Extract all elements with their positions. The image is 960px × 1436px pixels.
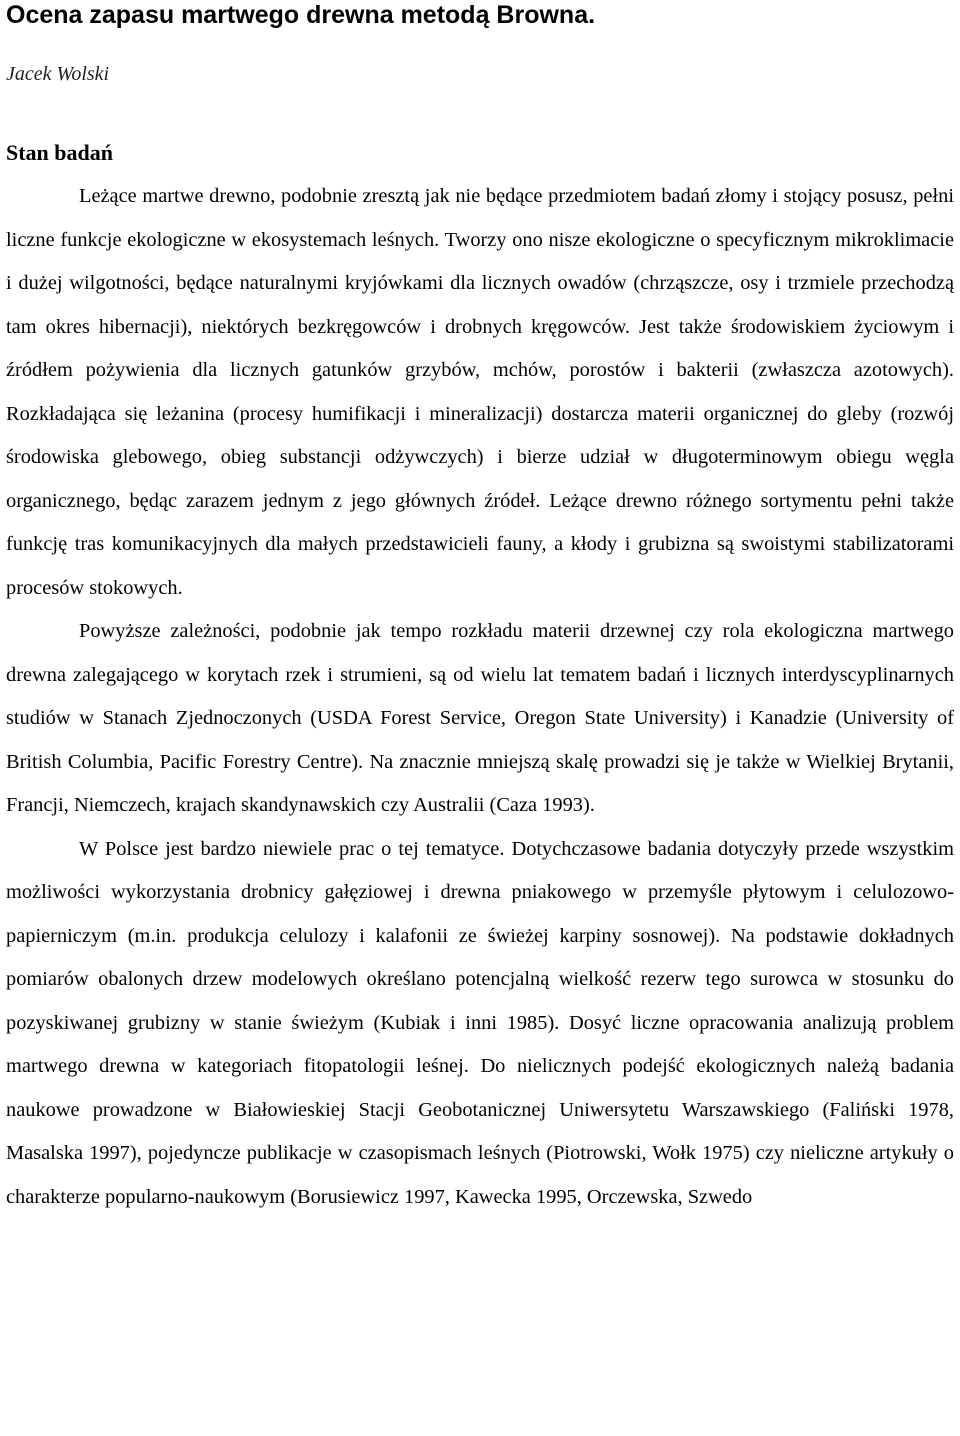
paragraph: W Polsce jest bardzo niewiele prac o tej tematyce. Dotychczasowe badania dotyczyły przede wszystkim możliwości wykorzystania drobnicy gałęziowej i drewna pniakowego w przemyśle płytowym i celulozowo-papierniczym (m.in. produkcja celulozy i kalafonii ze świeżej karpiny sosnowej). Na podstawie dokładnych pomiarów obalonych drzew modelowych określano potencjalną wielkość rezerw tego surowca w stosunku do pozyskiwanej grubizny w stanie świeżym (Kubiak i inni 1985). Dosyć liczne opracowania analizują problem martwego drewna w kategoriach fitopatologii leśnej. Do nielicznych podejść ekologicznych należą badania naukowe prowadzone w Białowieskiej Stacji Geobotanicznej Uniwersytetu Warszawskiego (Faliński 1978, Masalska 1997), pojedyncze publikacje w czasopismach leśnych (Piotrowski, Wołk 1975) czy nieliczne artykuły o charakterze popularno-naukowym (Borusiewicz 1997, Kawecka 1995, Orczewska, Szwedo bbox=[6, 837, 954, 1208]
document-title: Ocena zapasu martwego drewna metodą Browna. bbox=[6, 1, 596, 29]
section-heading: Stan badań bbox=[6, 140, 114, 165]
paragraph: Powyższe zależności, podobnie jak tempo rozkładu materii drzewnej czy rola ekologiczna martwego drewna zalegającego w korytach rzek i strumieni, są od wielu lat tematem badań i licznych interdyscyplinarnych studiów w Stanach Zjednoczonych (USDA Forest Service, Oregon State University) i Kanadzie (University of British Columbia, Pacific Forestry Centre). Na znacznie mniejszą skalę prowadzi się je także w Wielkiej Brytanii, Francji, Niemczech, krajach skandynawskich czy Australii (Caza 1993). bbox=[6, 620, 954, 816]
document-page bbox=[6, 0, 954, 1219]
author-name: Jacek Wolski bbox=[6, 63, 110, 85]
paragraph: Leżące martwe drewno, podobnie zresztą jak nie będące przedmiotem badań złomy i stojący posusz, pełni liczne funkcje ekologiczne w ekosystemach leśnych. Tworzy ono nisze ekologiczne o specyficznym mikroklimacie i dużej wilgotności, będące naturalnymi kryjówkami dla licznych owadów (chrząszcze, osy i trzmiele przechodzą tam okres hibernacji), niektórych bezkręgowców i drobnych kręgowców. Jest także środowiskiem życiowym i źródłem pożywienia dla licznych gatunków grzybów, mchów, porostów i bakterii (zwłaszcza azotowych). Rozkładająca się leżanina (procesy humifikacji i mineralizacji) dostarcza materii organicznej do gleby (rozwój środowiska glebowego, obieg substancji odżywczych) i bierze udział w długoterminowym obiegu węgla organicznego, będąc zarazem jednym z jego głównych źródeł. Leżące drewno różnego sortymentu pełni także funkcję tras komunikacyjnych dla małych przedstawicieli fauny, a kłody i grubizna są swoistymi stabilizatorami procesów stokowych. bbox=[6, 185, 954, 599]
